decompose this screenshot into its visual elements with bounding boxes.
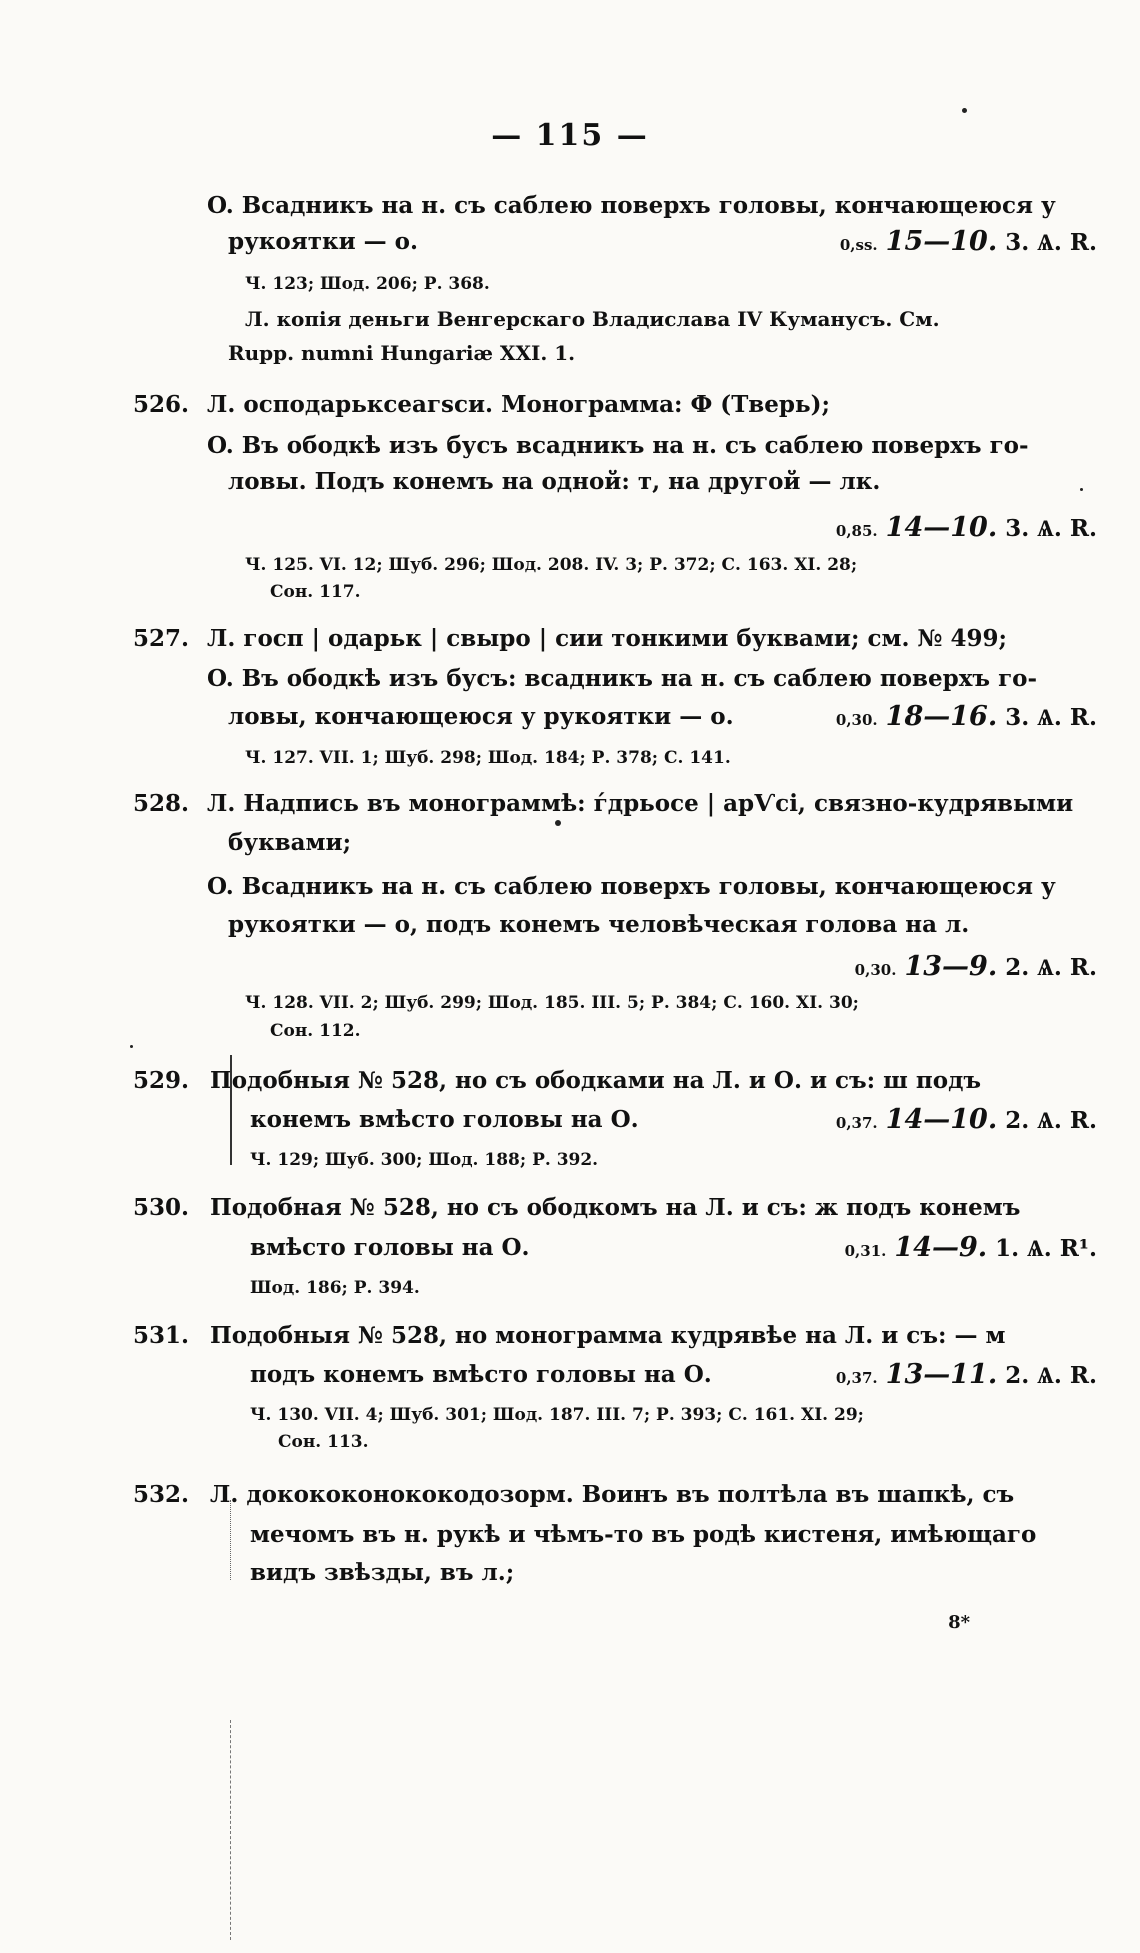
entry-531-references-line1: Ч. 130. VII. 4; Шуб. 301; Шод. 187. III. 7; Р. 393; С. 161. XI. 29; bbox=[250, 1405, 864, 1425]
entry-529-number: 529. bbox=[133, 1067, 190, 1094]
entry-530-references: Шод. 186; Р. 394. bbox=[250, 1278, 420, 1298]
entry-525-measurements bbox=[840, 226, 1097, 257]
ink-speck bbox=[130, 1045, 133, 1048]
entry-528-references-line2: Сон. 112. bbox=[270, 1021, 361, 1041]
entry-530-weight: 0,31. bbox=[844, 1242, 887, 1260]
ink-speck bbox=[555, 820, 561, 826]
ink-speck bbox=[1080, 488, 1083, 491]
entry-528-obverse-line2: рукоятки — о, подъ конемъ человѣческая голова на л. bbox=[228, 911, 970, 938]
entry-529-grade: 2. Ѧ. R. bbox=[1005, 1107, 1097, 1134]
entry-525-note-line1: Л. копія деньги Венгерскаго Владислава IV Куманусъ. См. bbox=[245, 307, 940, 331]
entry-526-weight: 0,85. bbox=[835, 522, 878, 540]
entry-525-grade: 3. Ѧ. R. bbox=[1005, 229, 1097, 256]
entry-525-obverse-line2: рукоятки — о. bbox=[228, 228, 419, 255]
entry-531-size: 13—11. bbox=[885, 1359, 998, 1390]
signature-mark: 8* bbox=[948, 1612, 970, 1633]
entry-526-references-line2: Сон. 117. bbox=[270, 582, 361, 602]
margin-dashed-line bbox=[230, 1720, 231, 1940]
entry-528-references-line1: Ч. 128. VII. 2; Шуб. 299; Шод. 185. III. 5; Р. 384; С. 160. XI. 30; bbox=[245, 993, 859, 1013]
entry-527-legend: Л. госп | одарьк | свыро | сии тонкими буквами; см. № 499; bbox=[207, 625, 1007, 652]
margin-dotted-line bbox=[230, 1500, 231, 1580]
entry-527-measurements bbox=[836, 701, 1097, 732]
entry-529-weight: 0,37. bbox=[835, 1114, 878, 1132]
entry-527-references: Ч. 127. VII. 1; Шуб. 298; Шод. 184; Р. 378; С. 141. bbox=[245, 748, 731, 768]
entry-526-number: 526. bbox=[133, 391, 190, 418]
entry-527-number: 527. bbox=[133, 625, 190, 652]
entry-529-line2: конемъ вмѣсто головы на О. bbox=[250, 1106, 639, 1133]
entry-529-references: Ч. 129; Шуб. 300; Шод. 188; Р. 392. bbox=[250, 1150, 599, 1170]
entry-527-grade: 3. Ѧ. R. bbox=[1005, 704, 1097, 731]
entry-526-legend: Л. осподарьксеагѕси. Монограмма: Ф (Тверь); bbox=[207, 391, 830, 418]
entry-530-measurements bbox=[845, 1232, 1097, 1263]
entry-526-obverse-line2: ловы. Подъ конемъ на одной: т, на другой — лк. bbox=[228, 468, 881, 495]
entry-526-references-line1: Ч. 125. VI. 12; Шуб. 296; Шод. 208. IV. 3; Р. 372; С. 163. XI. 28; bbox=[245, 555, 858, 575]
entry-530-size: 14—9. bbox=[894, 1232, 988, 1263]
entry-531-line1: Подобныя № 528, но монограмма кудрявѣе на Л. и съ: — м bbox=[210, 1322, 1006, 1349]
entry-525-weight: 0,ss. bbox=[839, 236, 878, 254]
entry-530-line1: Подобная № 528, но съ ободкомъ на Л. и съ: ж подъ конемъ bbox=[210, 1194, 1021, 1221]
entry-527-size: 18—16. bbox=[885, 701, 998, 732]
margin-bracket-mark bbox=[230, 1055, 232, 1165]
entry-529-measurements bbox=[836, 1104, 1097, 1135]
entry-532-line1: Л. докококонококодозорм. Воинъ въ полтѣла въ шапкѣ, съ bbox=[210, 1481, 1015, 1508]
entry-528-number: 528. bbox=[133, 790, 190, 817]
entry-525-note-line2: Rupp. numni Hungariæ XXI. 1. bbox=[228, 341, 576, 365]
entry-526-size: 14—10. bbox=[885, 512, 998, 543]
ink-speck bbox=[962, 108, 967, 113]
entry-531-line2: подъ конемъ вмѣсто головы на О. bbox=[250, 1361, 712, 1388]
entry-528-obverse-line1: O. Всадникъ на н. съ саблею поверхъ головы, кончающеюся у bbox=[207, 873, 1056, 900]
entry-529-size: 14—10. bbox=[885, 1104, 998, 1135]
entry-527-obverse-line1: O. Въ ободкѣ изъ бусъ: всадникъ на н. съ саблею поверхъ го- bbox=[207, 665, 1038, 692]
entry-526-measurements bbox=[836, 512, 1097, 543]
page-number: — 115 — bbox=[491, 118, 649, 153]
entry-527-weight: 0,30. bbox=[835, 711, 878, 729]
entry-528-measurements bbox=[855, 951, 1097, 982]
entry-525-references: Ч. 123; Шод. 206; Р. 368. bbox=[245, 274, 490, 294]
entry-530-number: 530. bbox=[133, 1194, 190, 1221]
entry-531-number: 531. bbox=[133, 1322, 190, 1349]
entry-531-grade: 2. Ѧ. R. bbox=[1005, 1362, 1097, 1389]
entry-528-legend-line2: буквами; bbox=[228, 829, 352, 856]
entry-525-obverse-line1: O. Всадникъ на н. съ саблею поверхъ головы, кончающеюся у bbox=[207, 192, 1056, 219]
entry-529-line1: Подобныя № 528, но съ ободками на Л. и О. и съ: ш подъ bbox=[210, 1067, 982, 1094]
entry-530-line2: вмѣсто головы на О. bbox=[250, 1234, 530, 1261]
entry-526-obverse-line1: O. Въ ободкѣ изъ бусъ всадникъ на н. съ саблею поверхъ го- bbox=[207, 432, 1029, 459]
entry-528-size: 13—9. bbox=[904, 951, 998, 982]
entry-532-line2: мечомъ въ н. рукѣ и чѣмъ-то въ родѣ кистеня, имѣющаго bbox=[250, 1521, 1037, 1548]
entry-525-size: 15—10. bbox=[885, 226, 998, 257]
entry-532-line3: видъ звѣзды, въ л.; bbox=[250, 1559, 515, 1586]
entry-527-obverse-line2: ловы, кончающеюся у рукоятки — о. bbox=[228, 703, 734, 730]
entry-528-grade: 2. Ѧ. R. bbox=[1005, 954, 1097, 981]
entry-530-grade: 1. Ѧ. R¹. bbox=[995, 1235, 1097, 1262]
entry-528-legend-line1: Л. Надпись въ монограммѣ: ѓдрьосе | арѴсі, связно-кудрявыми bbox=[207, 790, 1074, 817]
entry-531-weight: 0,37. bbox=[835, 1369, 878, 1387]
entry-531-measurements bbox=[836, 1359, 1097, 1390]
entry-532-number: 532. bbox=[133, 1481, 190, 1508]
entry-526-grade: 3. Ѧ. R. bbox=[1005, 515, 1097, 542]
entry-528-weight: 0,30. bbox=[854, 961, 897, 979]
entry-531-references-line2: Сон. 113. bbox=[278, 1432, 369, 1452]
